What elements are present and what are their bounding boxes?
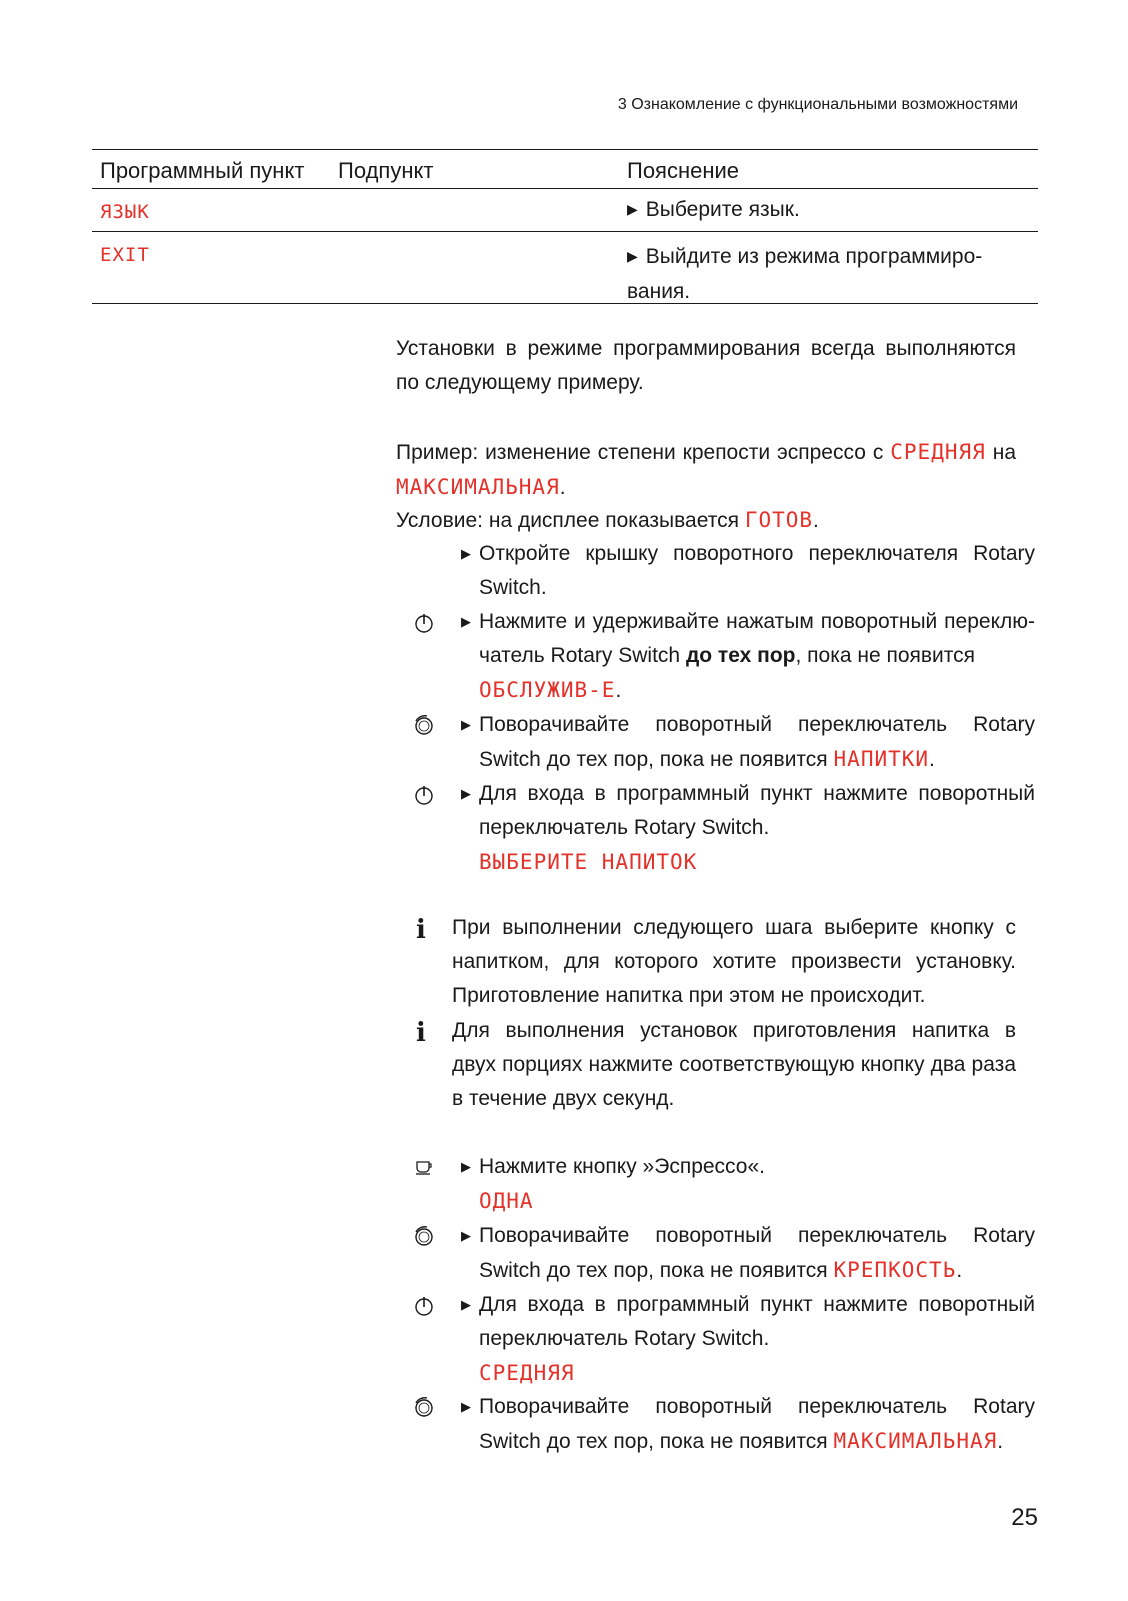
example-text: : изменение степени крепости эспрессо с xyxy=(472,441,884,464)
example-end: . xyxy=(559,476,566,499)
condition-text: : на дисплее показывается xyxy=(477,509,739,532)
step-3-end: . xyxy=(929,748,935,771)
example-to-display: МАКСИМАЛЬНАЯ xyxy=(396,475,560,499)
table-bottom-rule xyxy=(92,303,1038,304)
example-from-display: СРЕДНЯЯ xyxy=(890,440,986,464)
table-row-2-explain xyxy=(627,240,982,309)
arrow-right-icon: ▶ xyxy=(461,1228,471,1243)
condition-display: ГОТОВ xyxy=(744,508,814,532)
table-row-1-explain xyxy=(627,198,800,222)
step-3-text xyxy=(463,708,1035,777)
note-1: При выполнении следующего шага выберите кнопку с напитком, для которого хотите произвести установку. Приготовление напитка при этом не происходит. xyxy=(452,916,1016,1007)
arrow-right-icon: ▶ xyxy=(461,786,471,801)
condition-end: . xyxy=(813,509,819,532)
table-row-2-explain-line1: Выйдите из режима программиро- xyxy=(645,245,983,268)
col-header-program: Программный пункт xyxy=(100,158,305,183)
step-8-text xyxy=(463,1390,1035,1459)
intro-paragraph: Установки в режиме программирования всегда выполняются по следующему примеру. xyxy=(396,337,1016,394)
table-top-rule xyxy=(92,149,1038,150)
step-8-main: Поворачивайте поворотный переключатель Rotary Switch до тех пор, пока не появится xyxy=(479,1395,1035,1453)
step-6-text xyxy=(463,1219,1035,1288)
step-8-display: МАКСИМАЛЬНАЯ xyxy=(833,1429,998,1453)
press-icon xyxy=(413,1295,435,1317)
note-2: Для выполнения установок приготовления напитка в двух порциях нажмите соответствующую кнопку два раза в течение двух секунд. xyxy=(452,1019,1016,1110)
table-row-1-explain-text: Выберите язык. xyxy=(645,198,800,221)
col-header-sub: Подпункт xyxy=(338,158,434,183)
arrow-right-icon: ▶ xyxy=(461,1297,471,1312)
step-6-end: . xyxy=(956,1259,963,1282)
rotate-icon xyxy=(413,1226,435,1248)
step-2-end: . xyxy=(615,679,622,702)
arrow-right-icon: ▶ xyxy=(627,248,638,264)
arrow-right-icon: ▶ xyxy=(461,546,471,561)
step-5-text xyxy=(463,1150,1035,1219)
rotate-icon xyxy=(413,1397,435,1419)
step-5 xyxy=(463,1150,1035,1219)
step-4-text xyxy=(463,777,1035,880)
arrow-right-icon: ▶ xyxy=(627,201,638,217)
condition-label: Условие xyxy=(396,509,478,532)
table-row-1-program: ЯЗЫК xyxy=(100,201,150,223)
step-4-display: ВЫБЕРИТЕ НАПИТОК xyxy=(479,850,698,874)
example-connector: на xyxy=(992,441,1016,464)
step-7 xyxy=(463,1288,1035,1391)
rotate-icon xyxy=(413,715,435,737)
step-2 xyxy=(463,605,1035,708)
step-3 xyxy=(463,708,1035,777)
step-6 xyxy=(463,1219,1035,1288)
step-5-main: Нажмите кнопку »Эспрессо«. xyxy=(479,1155,765,1178)
table-header-rule xyxy=(92,188,1038,189)
arrow-right-icon: ▶ xyxy=(461,1399,471,1414)
info-icon: i xyxy=(416,915,426,945)
step-3-main: Поворачивайте поворотный переключатель Rotary Switch до тех пор, пока не появится xyxy=(479,713,1035,771)
step-7-display: СРЕДНЯЯ xyxy=(479,1361,575,1385)
press-icon xyxy=(413,612,435,634)
table-row-2-program: EXIT xyxy=(100,244,150,266)
step-2-text-a: Нажмите и удерживайте нажатым поворотный переклю-чатель Rotary Switch xyxy=(479,610,1035,667)
step-1 xyxy=(463,537,1035,605)
example-label: Пример xyxy=(396,441,473,464)
condition-paragraph xyxy=(396,503,1016,538)
example-paragraph xyxy=(396,435,1016,505)
press-icon xyxy=(413,784,435,806)
info-icon: i xyxy=(416,1018,426,1048)
step-4 xyxy=(463,777,1035,880)
step-7-main: Для входа в программный пункт нажмите поворотный переключатель Rotary Switch. xyxy=(479,1293,1035,1350)
arrow-right-icon: ▶ xyxy=(461,717,471,732)
running-head: 3 Ознакомление с функциональными возможностями xyxy=(617,96,1018,113)
page-number: 25 xyxy=(1011,1504,1038,1531)
step-5-display: ОДНА xyxy=(479,1189,534,1213)
step-2-text xyxy=(463,605,1035,708)
step-2-display: ОБСЛУЖИВ-Е xyxy=(479,678,616,702)
table-row-rule xyxy=(92,231,1038,232)
col-header-explain: Пояснение xyxy=(627,158,740,183)
step-2-text-b: , пока не появится xyxy=(795,644,976,667)
arrow-right-icon: ▶ xyxy=(461,1159,471,1174)
cup-icon xyxy=(413,1157,435,1179)
step-1-text: Откройте крышку поворотного переключателя Rotary Switch. xyxy=(479,542,1035,599)
step-6-display: КРЕПКОСТЬ xyxy=(833,1258,957,1282)
step-7-text xyxy=(463,1288,1035,1391)
step-8-end: . xyxy=(997,1430,1004,1453)
step-4-main: Для входа в программный пункт нажмите поворотный переключатель Rotary Switch. xyxy=(479,782,1035,839)
step-3-display: НАПИТКИ xyxy=(833,747,930,771)
step-8 xyxy=(463,1390,1035,1459)
step-2-bold: до тех пор xyxy=(685,644,796,667)
step-6-main: Поворачивайте поворотный переключатель Rotary Switch до тех пор, пока не появится xyxy=(479,1224,1035,1282)
table-row-2-explain-line2: вания. xyxy=(627,280,691,303)
arrow-right-icon: ▶ xyxy=(461,614,471,629)
